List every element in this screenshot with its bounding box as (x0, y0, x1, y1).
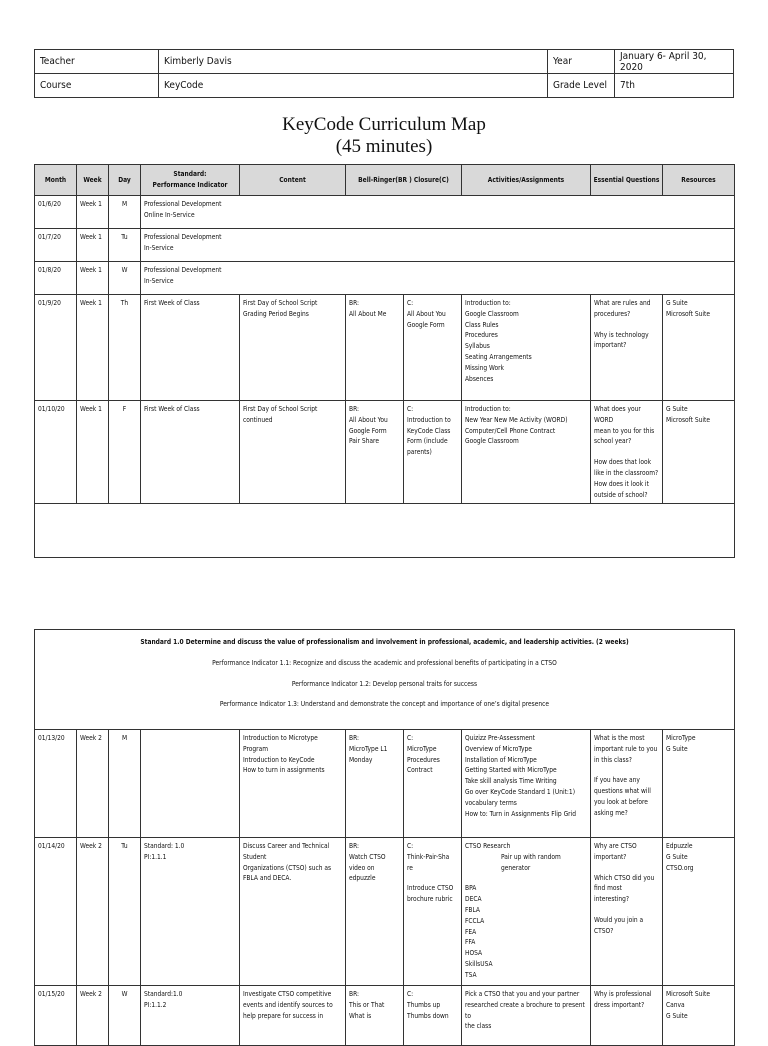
standard-line: In-Service (144, 276, 174, 285)
questions-cell (591, 986, 663, 1046)
standard-heading: Standard 1.0 Determine and discuss the value of professionalism and involvement in professional, academic, and leadership activities. (2 weeks) (140, 638, 629, 646)
activities-line: SkillsUSA (465, 959, 493, 968)
activities-cell (462, 401, 591, 504)
content-cell (240, 838, 346, 986)
closure-line: Introduction to (407, 415, 451, 424)
day-cell: Th (109, 295, 141, 401)
content-line: Investigate CTSO competitive (243, 990, 332, 998)
activities-line: Installation of MicroType (465, 755, 537, 764)
info-row-teacher (35, 50, 734, 74)
activities-line: BPA (465, 884, 477, 893)
activities-line: How to: Turn in Assignments Flip Grid (465, 809, 577, 818)
resource-line: G Suite (666, 1011, 688, 1020)
closure-line: re (407, 863, 413, 872)
bell-ringer-line: Watch CTSO (349, 852, 386, 861)
year-label: Year (548, 50, 615, 74)
info-row-course (35, 74, 734, 98)
title-line-1: KeyCode Curriculum Map (282, 114, 486, 135)
bell-ringer-line: Google Form (349, 426, 387, 435)
closure-line: C: (407, 299, 414, 307)
closure-line: C: (407, 842, 414, 850)
week-cell: Week 2 (77, 986, 109, 1046)
content-line: FBLA and DECA. (243, 874, 292, 883)
day-cell: W (109, 262, 141, 295)
closure-line: KeyCode Class (407, 426, 451, 435)
question-line: like in the classroom? (594, 468, 659, 477)
info-table (34, 49, 734, 98)
standard-line: Professional Development (144, 200, 222, 208)
activities-line: Missing Work (465, 363, 504, 372)
activities-line (465, 873, 587, 883)
activities-line: Google Classroom (465, 309, 519, 318)
activities-line: HOSA (465, 949, 483, 958)
course-value: KeyCode (159, 74, 548, 98)
bell-ringer-line: All About You (349, 415, 388, 424)
activities-line: FFA (465, 938, 476, 947)
year-value: January 6- April 30, 2020 (615, 50, 734, 74)
day-cell: F (109, 401, 141, 504)
bell-ringer-line: Pair Share (349, 437, 379, 446)
teacher-label: Teacher (35, 50, 159, 74)
content-line: help prepare for success in (243, 1011, 324, 1020)
empty-cell (35, 504, 735, 558)
activities-line: Introduction to: (465, 405, 511, 413)
content-cell (240, 986, 346, 1046)
question-line: CTSO? (594, 926, 614, 935)
resource-line: G Suite (666, 852, 688, 861)
activities-line: Take skill analysis Time Writing (465, 777, 557, 786)
header-bell-ringer: Bell-Ringer(BR ) Closure(C) (346, 165, 462, 196)
question-line: you look at before (594, 797, 648, 806)
month-cell: 01/7/20 (35, 229, 77, 262)
question-line: Why is professional (594, 990, 652, 998)
bell-ringer-line: BR: (349, 405, 359, 413)
question-line: procedures? (594, 309, 631, 318)
standard-cell (141, 262, 735, 295)
course-label: Course (35, 74, 159, 98)
table-row (35, 401, 735, 504)
closure-line: Think-Pair-Sha (407, 852, 450, 861)
week-cell: Week 1 (77, 262, 109, 295)
bell-ringer-line: Monday (349, 755, 373, 764)
content-line: How to turn in assignments (243, 766, 325, 775)
content-line: continued (243, 415, 273, 424)
bell-ringer-line: This or That (349, 1000, 385, 1009)
resource-line: G Suite (666, 744, 688, 753)
resource-line: Edpuzzle (666, 842, 693, 850)
question-line: Which CTSO did you (594, 873, 655, 882)
question-line: How does that look (594, 458, 652, 467)
resource-line: Microsoft Suite (666, 309, 710, 318)
day-cell: Tu (109, 229, 141, 262)
question-line: How does it look it (594, 479, 649, 488)
header-week: Week (77, 165, 109, 196)
standard-cell (141, 730, 240, 838)
content-line: Introduction to Microtype (243, 734, 318, 742)
activities-line: DECA (465, 895, 482, 904)
header-resources: Resources (663, 165, 735, 196)
closure-line: MicroType (407, 744, 437, 753)
day-cell: W (109, 986, 141, 1046)
table-row (35, 838, 735, 986)
standard-line: Professional Development (144, 233, 222, 241)
content-line: Organizations (CTSO) such as (243, 863, 332, 872)
activities-line: Introduction to: (465, 299, 511, 307)
bell-ringer-line: All About Me (349, 309, 387, 318)
activities-line: Overview of MicroType (465, 744, 532, 753)
question-line (594, 863, 659, 873)
page-title (34, 114, 734, 158)
closure-line: parents) (407, 448, 432, 457)
question-line: questions what will (594, 787, 651, 796)
content-line: Discuss Career and Technical (243, 842, 330, 850)
content-cell (240, 401, 346, 504)
content-line: events and identify sources to (243, 1000, 333, 1009)
resources-cell (663, 838, 735, 986)
content-line: Program (243, 744, 268, 753)
month-cell: 01/14/20 (35, 838, 77, 986)
questions-cell (591, 730, 663, 838)
question-line: important rule to you (594, 744, 658, 753)
closure-line (407, 873, 458, 883)
activities-cell (462, 986, 591, 1046)
content-line: Grading Period Begins (243, 309, 309, 318)
closure-cell (404, 730, 462, 838)
resource-line: MicroType (666, 734, 696, 742)
closure-line: C: (407, 990, 414, 998)
standard-cell (141, 986, 240, 1046)
activities-line: the class (465, 1022, 492, 1031)
question-line: What does your WORD (594, 405, 641, 424)
day-cell: M (109, 730, 141, 838)
closure-line: C: (407, 405, 414, 413)
standard-line: First Week of Class (144, 299, 200, 307)
week-cell: Week 1 (77, 196, 109, 229)
bell-ringer-line: What is (349, 1011, 372, 1020)
header-activities: Activities/Assignments (462, 165, 591, 196)
closure-cell (404, 838, 462, 986)
resource-line: CTSO.org (666, 863, 694, 872)
month-cell: 01/8/20 (35, 262, 77, 295)
activities-line: Quizizz Pre-Assessment (465, 734, 535, 742)
activities-cell (462, 295, 591, 401)
question-line: Would you join a (594, 915, 644, 924)
header-content: Content (240, 165, 346, 196)
content-line: First Day of School Script (243, 405, 318, 413)
day-cell: M (109, 196, 141, 229)
week-cell: Week 2 (77, 730, 109, 838)
bell-ringer-cell (346, 986, 404, 1046)
question-line: mean to you for this (594, 426, 655, 435)
resource-line: G Suite (666, 405, 688, 413)
bell-ringer-line: BR: (349, 734, 359, 742)
activities-indent-line: Pair up with random (501, 852, 561, 861)
bell-ringer-line: MicroType L1 (349, 744, 388, 753)
closure-line: Google Form (407, 320, 445, 329)
content-cell (240, 730, 346, 838)
resource-line: Microsoft Suite (666, 990, 710, 998)
activities-line: researched create a brochure to present to (465, 1000, 585, 1020)
month-cell: 01/6/20 (35, 196, 77, 229)
closure-cell (404, 401, 462, 504)
activities-line: FBLA (465, 905, 480, 914)
closure-cell (404, 295, 462, 401)
activities-line: Syllabus (465, 342, 490, 351)
standard-block (35, 630, 735, 730)
header-day: Day (109, 165, 141, 196)
question-line: Why is technology (594, 330, 649, 339)
activities-head-line: CTSO Research (465, 842, 511, 850)
empty-row (35, 504, 735, 558)
question-line: asking me? (594, 808, 628, 817)
standard-line: Professional Development (144, 266, 222, 274)
standard-line: PI:1.1.1 (144, 852, 167, 861)
week-cell: Week 1 (77, 401, 109, 504)
month-cell: 01/15/20 (35, 986, 77, 1046)
closure-cell (404, 986, 462, 1046)
activities-line: FCCLA (465, 916, 485, 925)
question-line: find most (594, 884, 622, 893)
content-line: First Day of School Script (243, 299, 318, 307)
header-month: Month (35, 165, 77, 196)
resources-cell (663, 986, 735, 1046)
activities-cell (462, 838, 591, 986)
activities-line: Pick a CTSO that you and your partner (465, 990, 580, 998)
closure-line: Form (include (407, 437, 448, 446)
activities-line: Computer/Cell Phone Contract (465, 426, 556, 435)
question-line (594, 447, 659, 457)
activities-line: Seating Arrangements (465, 352, 532, 361)
standard-cell (141, 295, 240, 401)
activities-line: TSA (465, 970, 477, 979)
table-row (35, 262, 735, 295)
resource-line: Canva (666, 1000, 685, 1009)
standard-cell (141, 229, 735, 262)
question-line (594, 320, 659, 330)
header-standard-2: Performance Indicator (152, 181, 228, 189)
activities-cell (462, 730, 591, 838)
curriculum-table-week-1 (34, 164, 735, 558)
table-row (35, 229, 735, 262)
question-line: outside of school? (594, 490, 648, 499)
closure-line: Introduce CTSO (407, 884, 454, 893)
closure-line: All About You (407, 309, 446, 318)
activities-line: Google Classroom (465, 437, 519, 446)
closure-line: brochure rubric (407, 895, 453, 904)
activities-line: FEA (465, 927, 477, 936)
month-cell: 01/10/20 (35, 401, 77, 504)
bell-ringer-cell (346, 838, 404, 986)
standard-line: Standard: 1.0 (144, 842, 185, 850)
closure-line: Thumbs down (407, 1011, 449, 1020)
activities-line: vocabulary terms (465, 798, 517, 807)
bell-ringer-line: BR: (349, 842, 359, 850)
closure-line: Procedures (407, 755, 440, 764)
question-line: important? (594, 341, 627, 350)
question-line: dress important? (594, 1000, 645, 1009)
header-standard-1: Standard: (173, 170, 207, 179)
teacher-value: Kimberly Davis (159, 50, 548, 74)
activities-line: Class Rules (465, 320, 499, 329)
header-questions: Essential Questions (591, 165, 663, 196)
bell-ringer-line: video on (349, 863, 375, 872)
grade-value: 7th (615, 74, 734, 98)
bell-ringer-cell (346, 295, 404, 401)
title-line-2: (45 minutes) (335, 136, 433, 157)
content-line: Student (243, 852, 267, 861)
performance-indicator-3: Performance Indicator 1.3: Understand and demonstrate the concept and importance of one’s digital presence (219, 700, 550, 709)
bell-ringer-cell (346, 730, 404, 838)
question-line: interesting? (594, 895, 630, 904)
grade-label: Grade Level (548, 74, 615, 98)
week-cell: Week 1 (77, 229, 109, 262)
standard-line: Standard:1.0 (144, 990, 183, 998)
resource-line: Microsoft Suite (666, 415, 710, 424)
question-line (594, 905, 659, 915)
table-header-row (35, 165, 735, 196)
question-line: What is the most (594, 734, 645, 742)
content-line: Introduction to KeyCode (243, 755, 315, 764)
question-line: school year? (594, 437, 632, 446)
question-line: What are rules and (594, 299, 651, 307)
activities-line: Go over KeyCode Standard 1 (Unit:1) (465, 787, 576, 796)
header-standard (141, 165, 240, 196)
bell-ringer-line: edpuzzle (349, 874, 376, 883)
question-line: in this class? (594, 755, 632, 764)
closure-line: Contract (407, 766, 433, 775)
table-row (35, 986, 735, 1046)
table-row (35, 196, 735, 229)
standard-block-row (35, 630, 735, 730)
standard-cell (141, 401, 240, 504)
question-line: If you have any (594, 776, 640, 785)
activities-line: Absences (465, 374, 494, 383)
standard-line: In-Service (144, 243, 174, 252)
activities-line: New Year New Me Activity (WORD) (465, 415, 568, 424)
table-row (35, 295, 735, 401)
activities-line: Procedures (465, 331, 498, 340)
activities-indent-line: generator (501, 863, 531, 872)
resources-cell (663, 401, 735, 504)
standard-line: PI:1.1.2 (144, 1000, 167, 1009)
standard-line: Online In-Service (144, 210, 195, 219)
performance-indicator-1: Performance Indicator 1.1: Recognize and discuss the academic and professional benefits of participating in a CTSO (212, 658, 557, 667)
bell-ringer-cell (346, 401, 404, 504)
curriculum-table-week-2 (34, 629, 735, 1046)
question-line: Why are CTSO (594, 842, 637, 850)
resources-cell (663, 730, 735, 838)
closure-line: C: (407, 734, 414, 742)
standard-cell (141, 838, 240, 986)
standard-line: First Week of Class (144, 405, 200, 413)
resource-line: G Suite (666, 299, 688, 307)
month-cell: 01/13/20 (35, 730, 77, 838)
table-row (35, 730, 735, 838)
week-cell: Week 2 (77, 838, 109, 986)
content-cell (240, 295, 346, 401)
standard-cell (141, 196, 735, 229)
questions-cell (591, 295, 663, 401)
month-cell: 01/9/20 (35, 295, 77, 401)
activities-line: Getting Started with MicroType (465, 766, 557, 775)
questions-cell (591, 838, 663, 986)
question-line: important? (594, 852, 627, 861)
closure-line: Thumbs up (407, 1000, 441, 1009)
performance-indicator-2: Performance Indicator 1.2: Develop personal traits for success (291, 679, 478, 688)
activities-indent (465, 852, 587, 874)
resources-cell (663, 295, 735, 401)
week-cell: Week 1 (77, 295, 109, 401)
bell-ringer-line: BR: (349, 990, 359, 998)
question-line (594, 765, 659, 775)
day-cell: Tu (109, 838, 141, 986)
questions-cell (591, 401, 663, 504)
bell-ringer-line: BR: (349, 299, 359, 307)
